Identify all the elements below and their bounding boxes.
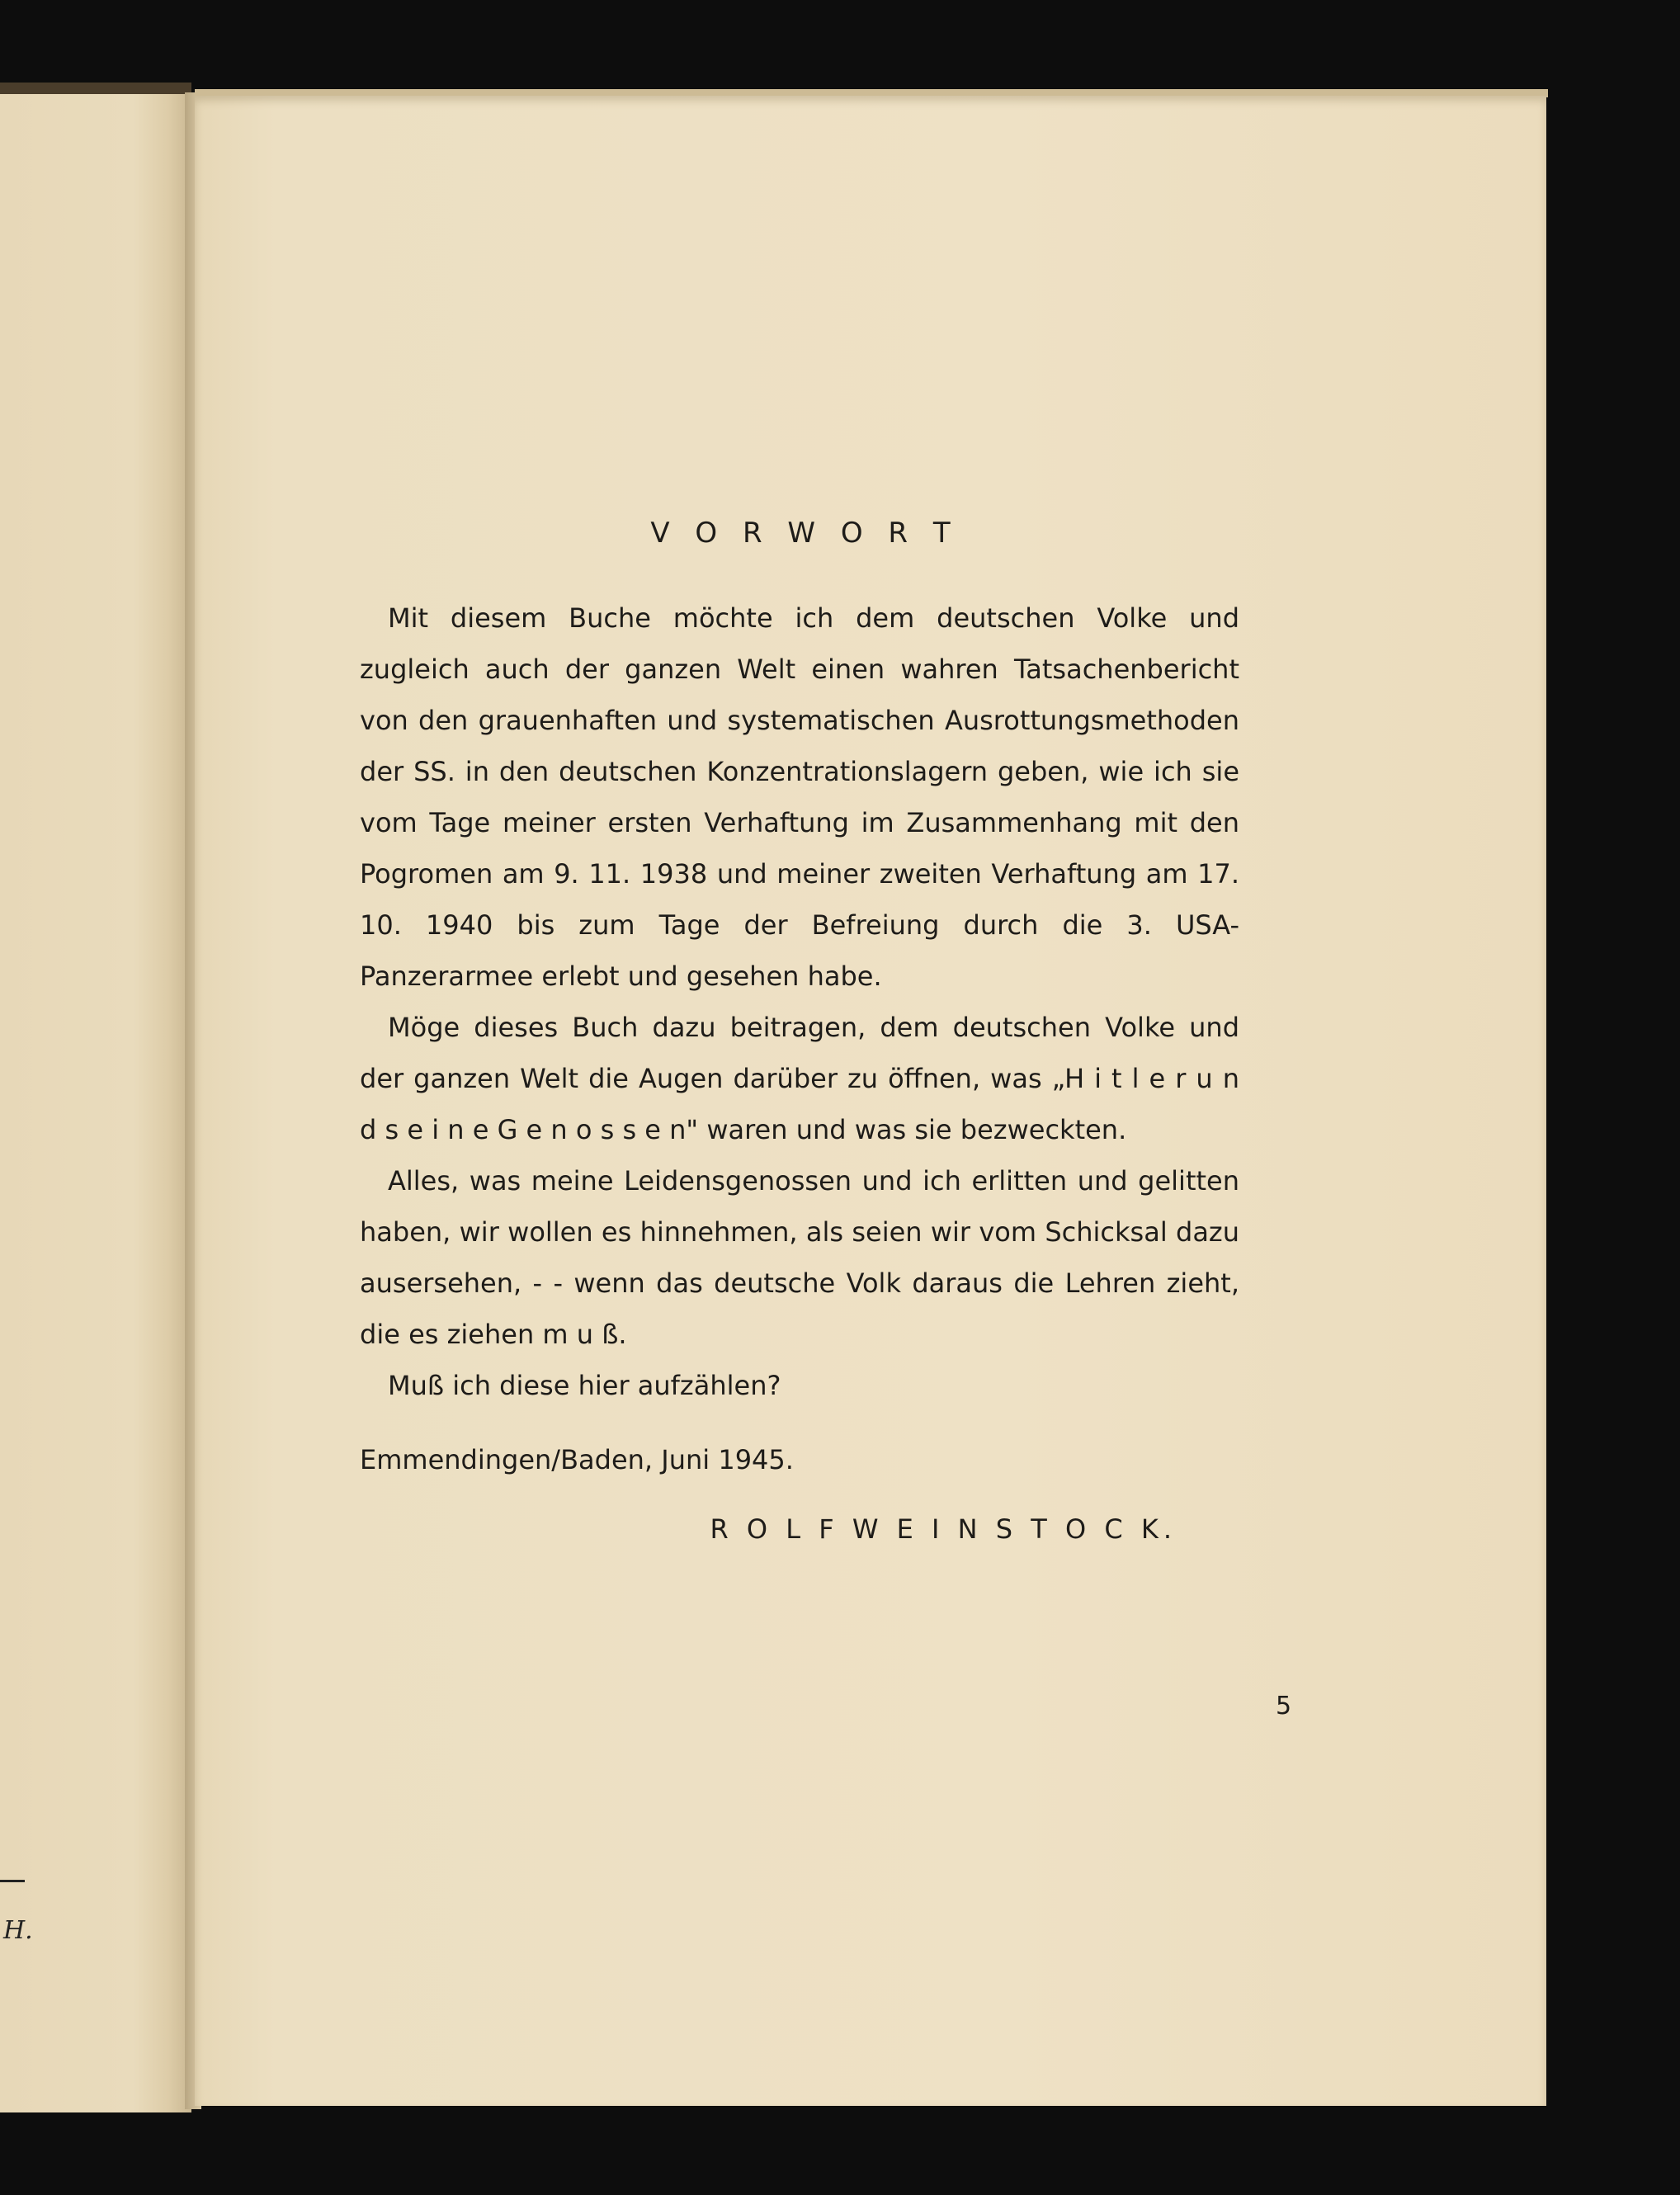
- previous-page-text-fragment: H.: [3, 1916, 33, 1945]
- book-page: [195, 96, 1546, 2106]
- footnote-rule: [0, 1880, 25, 1882]
- previous-page: [0, 89, 191, 2112]
- page-number: 5: [1276, 1692, 1292, 1721]
- preface-paragraph-3: Alles, was meine Leidensgenossen und ich erlitten und gelitten haben, wir wollen es hinnehmen, als seien wir vom Schicksal dazu ausersehen, - - wenn das deutsche Volk daraus die Lehren zieht, die es ziehen m u ß.: [360, 1165, 1239, 1350]
- binding-strip: [0, 83, 191, 94]
- preface-paragraph-2: Möge dieses Buch dazu beitragen, dem deutschen Volke und der ganzen Welt die Augen darüber zu öffnen, was „H i t l e r u n d s e i n e G e n o s s e n" waren und was sie bezweckten.: [360, 1012, 1239, 1145]
- preface-paragraph-1: Mit diesem Buche möchte ich dem deutschen Volke und zugleich auch der ganzen Welt einen wahren Tatsachenbericht von den grauenhaften und systematischen Ausrottungsmethoden der SS. in den deutschen Konzentrationslagern geben, wie ich sie vom Tage meiner ersten Verhaftung im Zusammenhang mit den Pogromen am 9. 11. 1938 und meiner zweiten Verhaftung am 17. 10. 1940 bis zum Tage der Befreiung durch die 3. USA-Panzerarmee erlebt und gesehen habe.: [360, 602, 1239, 992]
- place-and-date: Emmendingen/Baden, Juni 1945.: [360, 1444, 794, 1475]
- preface-content: [360, 517, 1239, 1545]
- preface-title: V O R W O R T: [650, 517, 959, 550]
- preface-paragraph-4: Muß ich diese hier aufzählen?: [388, 1370, 781, 1401]
- author-signature: R O L F W E I N S T O C K.: [710, 1513, 1177, 1545]
